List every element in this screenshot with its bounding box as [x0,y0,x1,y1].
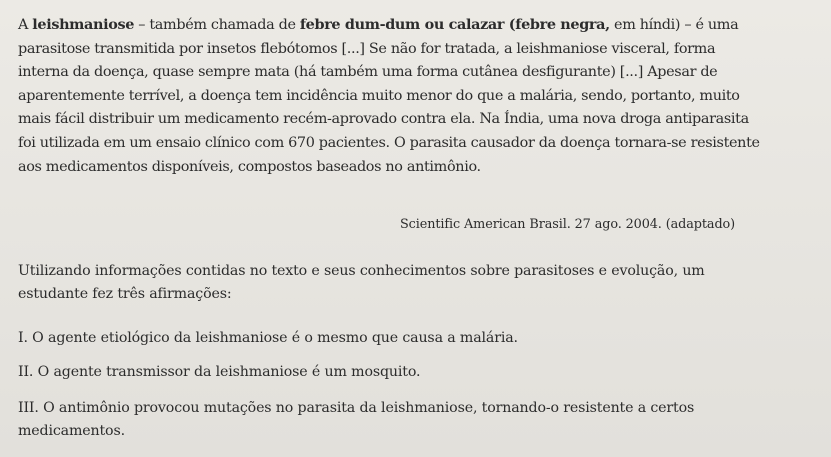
source-citation: Scientific American Brasil. 27 ago. 2004. (adaptado) [400,217,736,232]
term-leishmaniose: leishmaniose [32,16,135,33]
passage-text [18,13,760,179]
passage-line-4: aparentemente terrível, a doença tem incidência muito menor do que a malária, sendo, portanto, muito [18,87,740,104]
statement-3-line-2: medicamentos. [18,423,125,439]
statement-3 [18,397,694,443]
statement-3-line-1: III. O antimônio provocou mutações no parasita da leishmaniose, tornando-o resistente a certos [18,400,695,416]
question-line-2: estudante fez três afirmações: [18,286,232,302]
question-line-1: Utilizando informações contidas no texto e seus conhecimentos sobre parasitoses e evolução, um [18,263,705,279]
passage-line-7: aos medicamentos disponíveis, compostos baseados no antimônio. [18,158,481,175]
passage-line-3: interna da doença, quase sempre mata (há também uma forma cutânea desfigurante) [...] Apesar de [18,64,718,81]
statement-1: I. O agente etiológico da leishmaniose é o mesmo que causa a malária. [18,330,518,346]
term-febre-dum-dum: febre dum-dum ou calazar (febre negra, [299,16,610,33]
passage-line-2: parasitose transmitida por insetos flebótomos [...] Se não for tratada, a leishmaniose visceral, forma [18,40,716,57]
passage-line-1: A leishmaniose – também chamada de febre dum-dum ou calazar (febre negra, em híndi) – é uma [18,16,739,33]
passage-line-6: foi utilizada em um ensaio clínico com 670 pacientes. O parasita causador da doença tornara-se resistente [18,134,760,151]
question-prompt [18,260,738,306]
statement-2: II. O agente transmissor da leishmaniose é um mosquito. [18,364,421,380]
passage-line-5: mais fácil distribuir um medicamento recém-aprovado contra ela. Na Índia, uma nova droga antiparasita [18,111,749,128]
